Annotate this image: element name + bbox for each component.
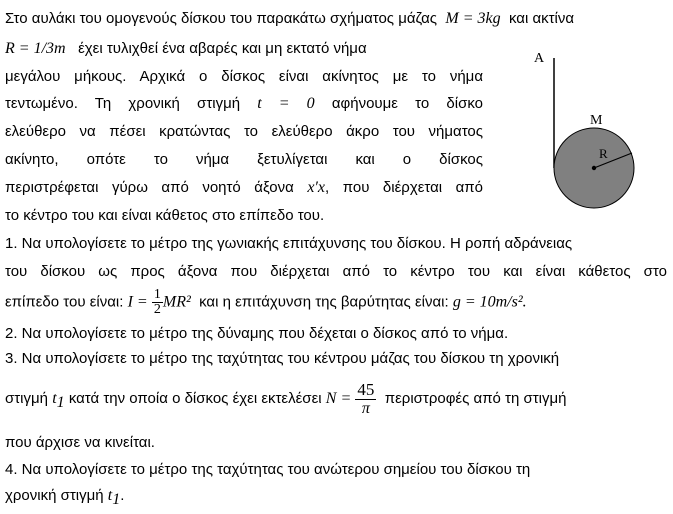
intro-text: , που διέρχεται από	[325, 179, 483, 196]
intro-text: ελεύθερο να πέσει κρατώντας το ελεύθερο άκρο του νήματος	[5, 123, 483, 140]
question-text: .	[120, 487, 125, 504]
question-1-line-2	[5, 262, 667, 282]
disk-figure	[520, 40, 670, 230]
revolutions-formula: N =	[325, 390, 352, 407]
time-symbol: t	[107, 487, 113, 504]
intro-line-5	[5, 122, 483, 142]
intro-text: και ακτίνα	[508, 10, 575, 27]
question-1-line-3	[5, 288, 527, 317]
question-2	[5, 324, 508, 344]
intro-text: το κέντρο του και είναι κάθετος στο επίπεδο του.	[5, 207, 325, 224]
fraction-numerator: 1	[153, 287, 161, 302]
question-text: 1. Να υπολογίσετε το μέτρο της γωνιακής επιτάχυνσης του δίσκου. Η ροπή αδράνειας	[5, 235, 573, 252]
intro-line-8	[5, 206, 324, 226]
question-text: 2. Να υπολογίσετε το μέτρο της δύναμης που δέχεται ο δίσκος από το νήμα.	[5, 325, 509, 342]
disk-center-dot	[592, 166, 596, 170]
intro-text: Στο αυλάκι του ομογενούς δίσκου του παρακάτω σχήματος μάζας	[5, 10, 438, 27]
intro-line-6	[5, 150, 483, 170]
intro-text: τεντωμένο. Τη χρονική στιγμή	[5, 95, 241, 112]
intro-text: περιστρέφεται γύρω από νοητό άξονα	[5, 179, 294, 196]
time-subscript: 1	[56, 394, 65, 412]
time-zero: t = 0	[257, 95, 315, 112]
question-text: που άρχισε να κινείται.	[5, 434, 155, 451]
question-text: χρονική στιγμή	[5, 487, 104, 504]
question-3-line-3	[5, 433, 155, 453]
inertia-fraction	[152, 288, 163, 317]
question-3-line-2	[5, 379, 567, 423]
time-t1	[107, 487, 121, 509]
intro-text: μεγάλου μήκους. Αρχικά ο δίσκος είναι ακίνητος με το νήμα	[5, 68, 483, 85]
intro-line-2	[5, 39, 367, 59]
revolutions-fraction	[355, 381, 376, 418]
question-text: 3. Να υπολογίσετε το μέτρο της ταχύτητας του κέντρου μάζας του δίσκου τη χρονική	[5, 350, 560, 367]
question-text: στιγμή	[5, 390, 49, 407]
axis-label: x′x	[307, 179, 326, 196]
question-1-line-1	[5, 234, 572, 254]
question-text: και η επιτάχυνση της βαρύτητας είναι:	[199, 293, 449, 311]
question-4-line-1	[5, 460, 530, 480]
intro-line-4	[5, 94, 483, 114]
intro-line-7	[5, 178, 483, 198]
intro-text: ακίνητο, οπότε το νήμα ξετυλίγεται και ο δίσκος	[5, 151, 483, 168]
time-symbol: t	[52, 390, 57, 407]
question-text: του δίσκου ως προς άξονα που διέρχεται από το κέντρο του και είναι κάθετος στο	[5, 263, 667, 280]
question-4-line-2	[5, 486, 124, 510]
radius-label: R	[599, 146, 608, 161]
time-subscript: 1	[112, 491, 121, 509]
question-text: επίπεδο του είναι:	[5, 293, 124, 311]
question-text: κατά την οποία ο δίσκος έχει εκτελέσει	[68, 390, 322, 407]
fraction-denominator: 2	[153, 302, 161, 317]
question-3-line-1	[5, 349, 559, 369]
gravity-value: g = 10m/s².	[452, 293, 527, 311]
question-text: περιστροφές από τη στιγμή	[384, 390, 567, 407]
intro-text: αφήνουμε το δίσκο	[331, 95, 484, 112]
inertia-rhs: MR²	[162, 293, 191, 311]
fraction-denominator: π	[361, 399, 370, 417]
radius-value: R = 1/3m	[5, 40, 66, 57]
intro-line-3	[5, 67, 483, 87]
intro-line-1	[5, 9, 574, 29]
intro-text: έχει τυλιχθεί ένα αβαρές και μη εκτατό νήμα	[78, 40, 367, 57]
point-a-label: A	[534, 51, 545, 66]
inertia-formula: I =	[127, 293, 148, 311]
mass-label: M	[590, 113, 603, 128]
time-t1	[52, 390, 65, 412]
fraction-numerator: 45	[357, 379, 375, 399]
mass-value: M = 3kg	[445, 10, 501, 27]
question-text: 4. Να υπολογίσετε το μέτρο της ταχύτητας του ανώτερου σημείου του δίσκου τη	[5, 461, 531, 478]
